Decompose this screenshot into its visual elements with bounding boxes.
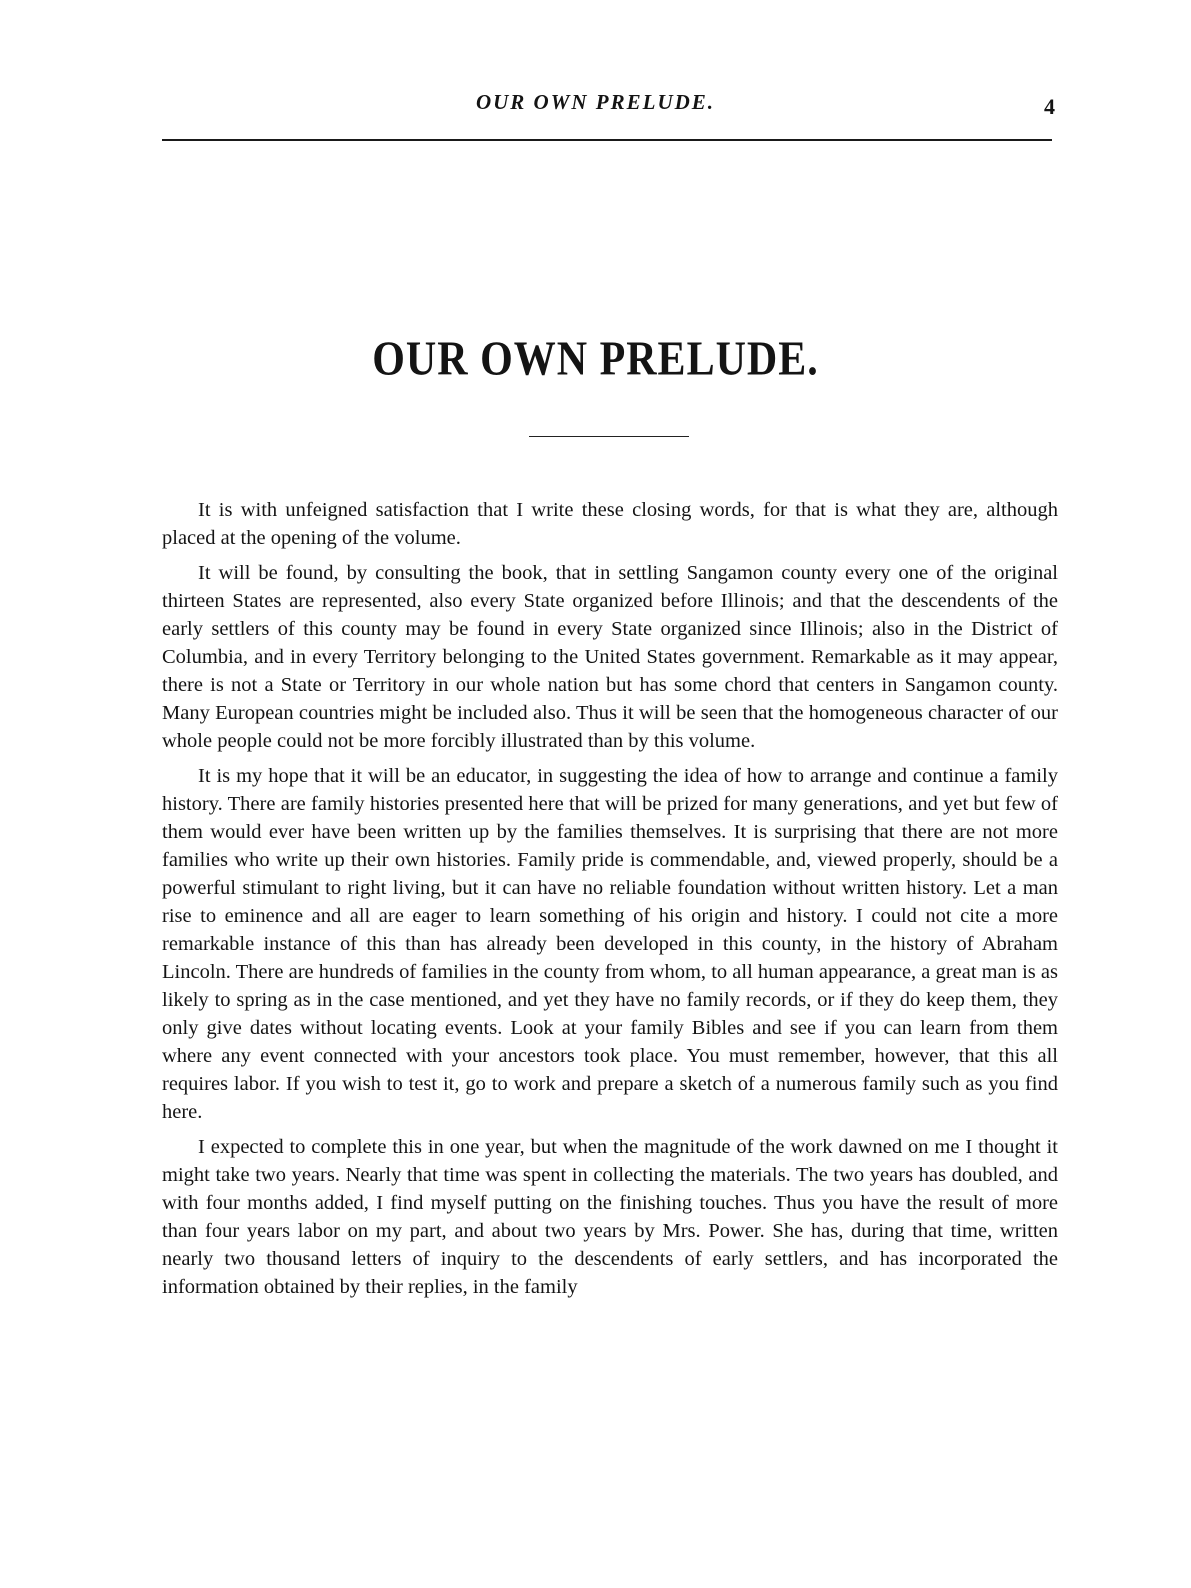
header-rule	[162, 139, 1052, 141]
body-text	[162, 496, 1058, 1308]
paragraph: I expected to complete this in one year, but when the magnitude of the work dawned on me I thought it might take two years. Nearly that time was spent in collecting the materials. The two years has doubled, and with four months added, I find myself putting on the finishing touches. Thus you have the result of more than four years labor on my part, and about two years by Mrs. Power. She has, during that time, written nearly two thousand letters of inquiry to the descendents of early settlers, and has incorporated the information obtained by their replies, in the family	[162, 1136, 1058, 1298]
running-title: OUR OWN PRELUDE.	[475, 90, 716, 114]
paragraph: It is my hope that it will be an educator, in suggesting the idea of how to arrange and continue a family history. There are family histories presented here that will be prized for many generations, and yet but few of them would ever have been written up by the families themselves. It is surprising that there are not more families who write up their own histories. Family pride is commendable, and, viewed properly, should be a powerful stimulant to right living, but it can have no reliable foundation without written history. Let a man rise to eminence and all are eager to learn something of his origin and history. I could not cite a more remarkable instance of this than has already been developed in this county, in the history of Abraham Lincoln. There are hundreds of families in the county from whom, to all human appearance, a great man is as likely to spring as in the case mentioned, and yet they have no family records, or if they do keep them, they only give dates without locating events. Look at your family Bibles and see if you can learn from them where any event connected with your ancestors took place. You must remember, however, that this all requires labor. If you wish to test it, go to work and prepare a sketch of a numerous family such as you find here.	[162, 765, 1058, 1123]
chapter-title: OUR OWN PRELUDE.	[372, 333, 819, 387]
page-number: 4	[1044, 94, 1055, 119]
title-rule	[529, 436, 689, 437]
paragraph: It will be found, by consulting the book, that in settling Sangamon county every one of the original thirteen States are represented, also every State organized before Illinois; and that the descendents of the early settlers of this county may be found in every State organized since Illinois; also in the District of Columbia, and in every Territory belonging to the United States government. Remarkable as it may appear, there is not a State or Territory in our whole nation but has some chord that centers in Sangamon county. Many European countries might be included also. Thus it will be seen that the homogeneous character of our whole people could not be more forcibly illustrated than by this volume.	[162, 562, 1058, 752]
running-header	[0, 88, 1191, 118]
paragraph: It is with unfeigned satisfaction that I write these closing words, for that is what they are, although placed at the opening of the volume.	[162, 499, 1058, 549]
